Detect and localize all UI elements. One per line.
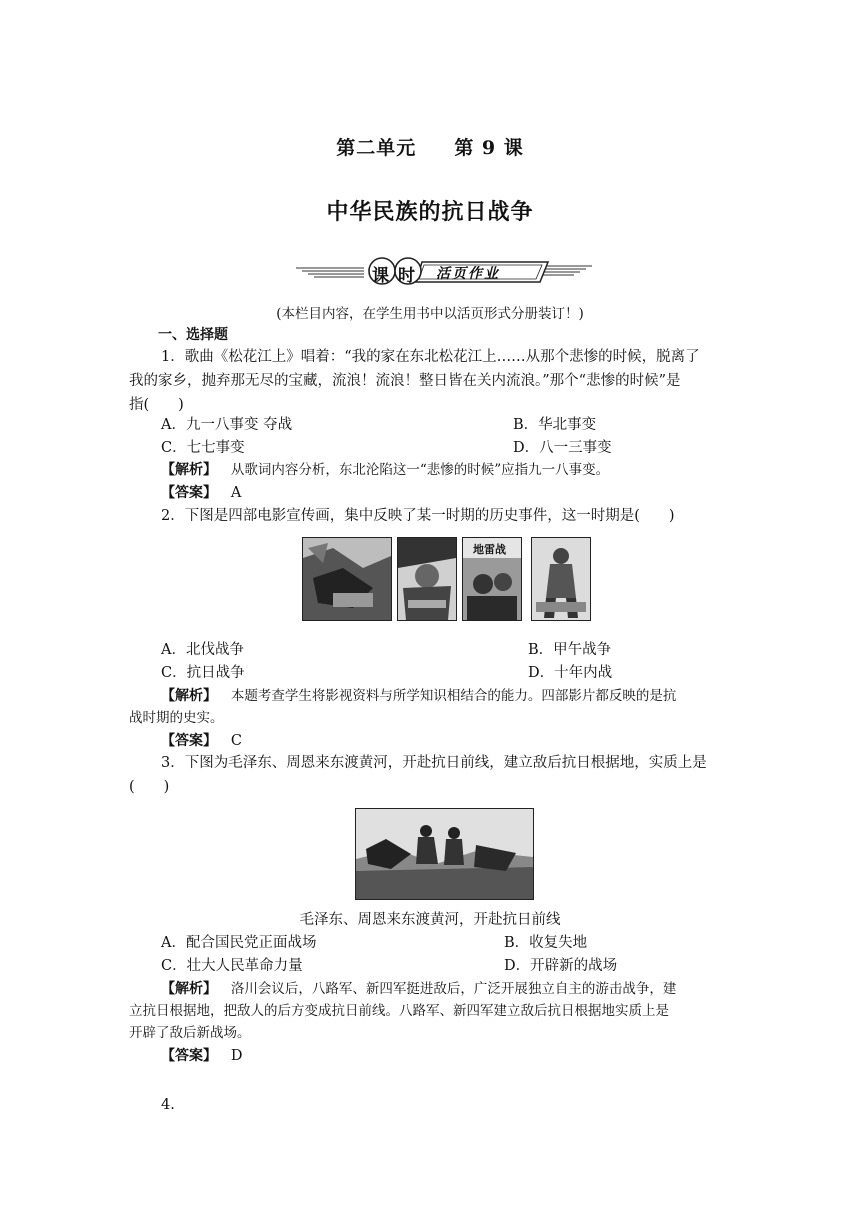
- q2-stem: 2．下图是四部电影宣传画，集中反映了某一时期的历史事件，这一时期是( ): [161, 508, 675, 524]
- section-heading: 一、选择题: [158, 327, 228, 343]
- q3-option-d: D．开辟新的战场: [504, 958, 618, 974]
- crossing-yellow-river-photo: [355, 808, 534, 900]
- q3-explanation: [161, 978, 676, 1000]
- q1-answer-value: A: [230, 485, 242, 501]
- q3-explanation-tag: 【解析】: [161, 981, 217, 997]
- q3-option-c: C．壮大人民革命力量: [161, 958, 303, 974]
- q1-stem-line2: 我的家乡，抛弃那无尽的宝藏，流浪！流浪！整日皆在关内流浪。”那个“悲惨的时候”是: [129, 373, 681, 389]
- q2-option-b: B．甲午战争: [528, 642, 612, 658]
- movie-poster-4: [531, 537, 591, 621]
- unit-lesson-heading: [0, 133, 860, 160]
- poster3-title: 地雷战: [473, 543, 506, 556]
- q1-option-d: D．八一三事变: [513, 440, 612, 456]
- q3-explanation-text-2: 立抗日根据地，把敌人的后方变成抗日前线。八路军、新四军建立敌后抗日根据地实质上是: [129, 1003, 669, 1019]
- q2-option-c: C．抗日战争: [161, 665, 245, 681]
- q1-answer: [161, 482, 241, 504]
- banner-text: 活页作业: [436, 266, 500, 282]
- q1-explanation: [161, 459, 609, 481]
- q1-stem-line1: 1．歌曲《松花江上》唱着：“我的家在东北松花江上……从那个悲惨的时候，脱离了: [161, 349, 700, 365]
- movie-poster-3: [462, 537, 522, 621]
- page-title: 中华民族的抗日战争: [326, 199, 534, 225]
- photo-caption: 毛泽东、周恩来东渡黄河，开赴抗日前线: [299, 912, 561, 928]
- q4-number: 4.: [161, 1097, 175, 1113]
- lesson-label: 第 9 课: [454, 137, 524, 159]
- q1-answer-tag: 【答案】: [161, 485, 217, 501]
- banner-char-ke: 课: [372, 266, 389, 286]
- q3-stem-line2: ( ): [129, 779, 170, 795]
- q2-option-d: D．十年内战: [528, 665, 613, 681]
- q1-option-c: C．七七事变: [161, 440, 245, 456]
- q2-option-a: A．北伐战争: [161, 642, 244, 658]
- q2-answer-tag: 【答案】: [161, 733, 217, 749]
- q3-answer-tag: 【答案】: [161, 1048, 217, 1064]
- q3-explanation-text-3: 开辟了敌后新战场。: [129, 1025, 251, 1041]
- q2-explanation-text-2: 战时期的史实。: [129, 710, 224, 726]
- movie-poster-1: [302, 537, 392, 621]
- q2-answer: [161, 730, 242, 752]
- q3-explanation-text-1: 洛川会议后，八路军、新四军挺进敌后，广泛开展独立自主的游击战争，建: [230, 981, 677, 997]
- q1-option-a: A．九一八事变 夺战: [161, 417, 293, 433]
- q2-explanation-text-1: 本题考查学生将影视资料与所学知识相结合的能力。四部影片都反映的是抗: [230, 688, 677, 704]
- q3-answer: [161, 1045, 242, 1067]
- q3-stem-line1: 3．下图为毛泽东、周恩来东渡黄河，开赴抗日前线，建立敌后抗日根据地，实质上是: [161, 755, 707, 771]
- q3-option-a: A．配合国民党正面战场: [161, 935, 317, 951]
- q3-option-b: B．收复失地: [504, 935, 588, 951]
- q1-stem-line3: 指( ): [129, 397, 184, 413]
- unit-label: 第二单元: [336, 137, 417, 159]
- q2-explanation: [161, 685, 676, 707]
- q1-explanation-tag: 【解析】: [161, 462, 217, 478]
- binding-note: (本栏目内容，在学生用书中以活页形式分册装订！): [276, 306, 584, 322]
- movie-poster-2: [397, 537, 457, 621]
- q1-explanation-text: 从歌词内容分析，东北沦陷这一“悲惨的时候”应指九一八事变。: [230, 462, 610, 478]
- banner-char-shi: 时: [398, 266, 415, 286]
- q2-explanation-tag: 【解析】: [161, 688, 217, 704]
- homework-banner: [296, 256, 592, 288]
- q3-answer-value: D: [230, 1048, 243, 1064]
- q1-option-b: B．华北事变: [513, 417, 597, 433]
- q2-answer-value: C: [230, 733, 242, 749]
